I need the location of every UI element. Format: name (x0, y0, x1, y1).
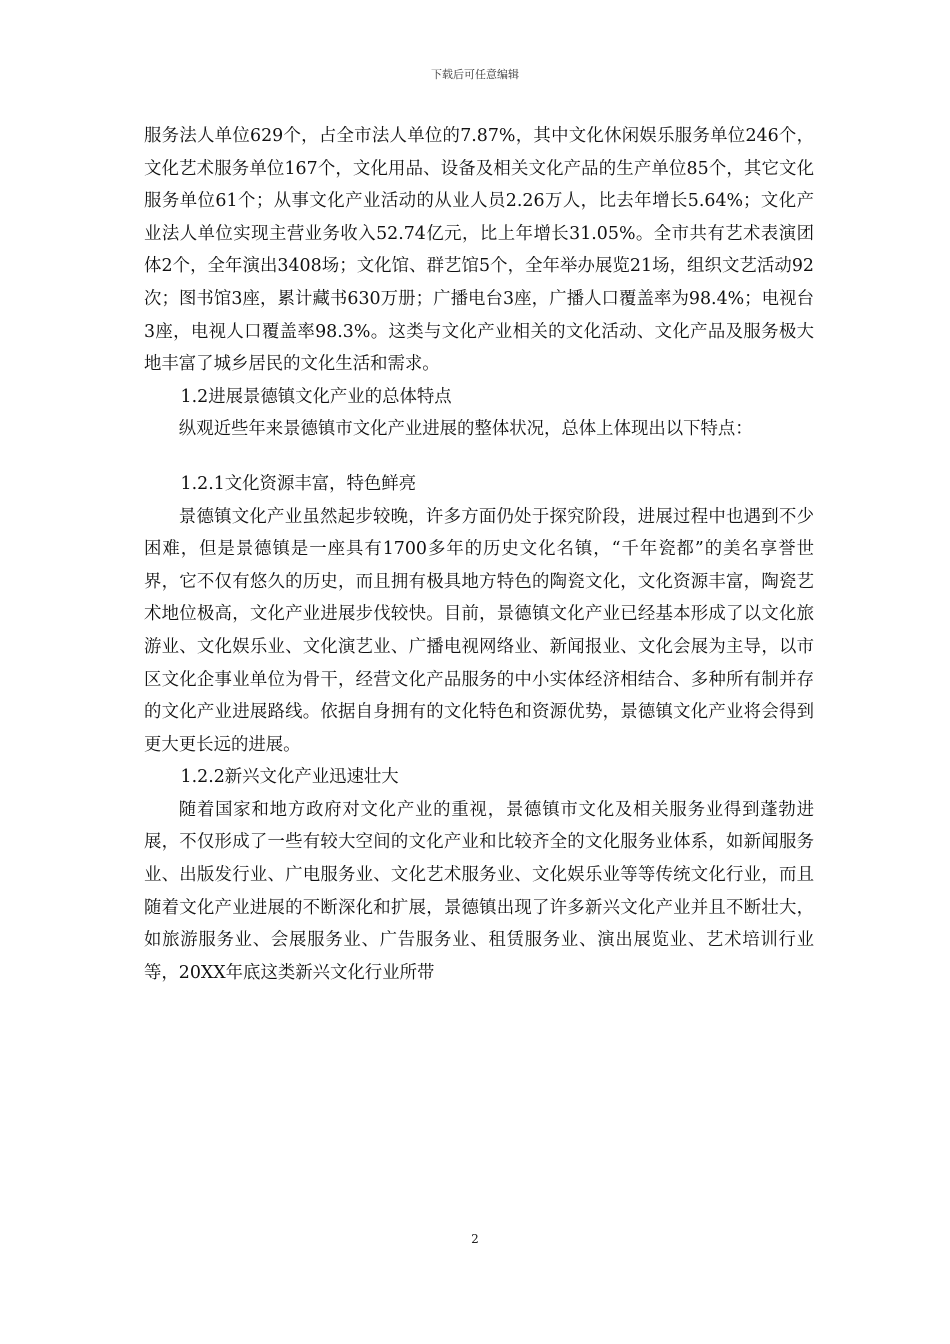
paragraph-emerging-industries: 随着国家和地方政府对文化产业的重视，景德镇市文化及相关服务业得到蓬勃进展，不仅形成了一些有较大空间的文化产业和比较齐全的文化服务业体系，如新闻服务业、出版发行业、广电服务业、文化艺术服务业、文化娱乐业等等传统文化行业，而且随着文化产业进展的不断深化和扩展，景德镇出现了许多新兴文化产业并且不断壮大，如旅游服务业、会展服务业、广告服务业、租赁服务业、演出展览业、艺术培训行业等，20XX年底这类新兴文化行业所带 (144, 799, 814, 983)
page-number: 2 (471, 1232, 479, 1246)
page-header: 下载后可任意编辑 (431, 68, 519, 81)
section-heading-1-2: 1.2进展景德镇文化产业的总体特点 (180, 386, 452, 407)
paragraph-cultural-resources: 景德镇文化产业虽然起步较晚，许多方面仍处于探究阶段，进展过程中也遇到不少困难，但是景德镇是一座具有1700多年的历史文化名镇，“千年瓷都”的美名享誉世界，它不仅有悠久的历史，而且拥有极具地方特色的陶瓷文化，文化资源丰富，陶瓷艺术地位极高，文化产业进展步伐较快。目前，景德镇文化产业已经基本形成了以文化旅游业、文化娱乐业、文化演艺业、广播电视网络业、新闻报业、文化会展为主导，以市区文化企事业单位为骨干，经营文化产品服务的中小实体经济相结合、多种所有制并存的文化产业进展路线。依据自身拥有的文化特色和资源优势，景德镇文化产业将会得到更大更长远的进展。 (144, 506, 814, 755)
section-heading-1-2-1: 1.2.1文化资源丰富，特色鲜亮 (180, 473, 417, 494)
paragraph-spacer (144, 446, 814, 468)
document-body (144, 120, 814, 989)
paragraph-overview: 纵观近些年来景德镇市文化产业进展的整体状况，总体上体现出以下特点： (178, 419, 753, 440)
paragraph-statistics: 服务法人单位629个，占全市法人单位的7.87%，其中文化休闲娱乐服务单位246个，文化艺术服务单位167个，文化用品、设备及相关文化产品的生产单位85个，其它文化服务单位61个；从事文化产业活动的从业人员2.26万人，比去年增长5.64%；文化产业法人单位实现主营业务收入52.74亿元，比上年增长31.05%。全市共有艺术表演团体2个，全年演出3408场；文化馆、群艺馆5个，全年举办展览21场，组织文艺活动92次；图书馆3座，累计藏书630万册；广播电台3座，广播人口覆盖率为98.4%；电视台3座，电视人口覆盖率98.3%。这类与文化产业相关的文化活动、文化产品及服务极大地丰富了城乡居民的文化生活和需求。 (144, 126, 814, 375)
section-heading-1-2-2: 1.2.2新兴文化产业迅速壮大 (180, 767, 399, 788)
